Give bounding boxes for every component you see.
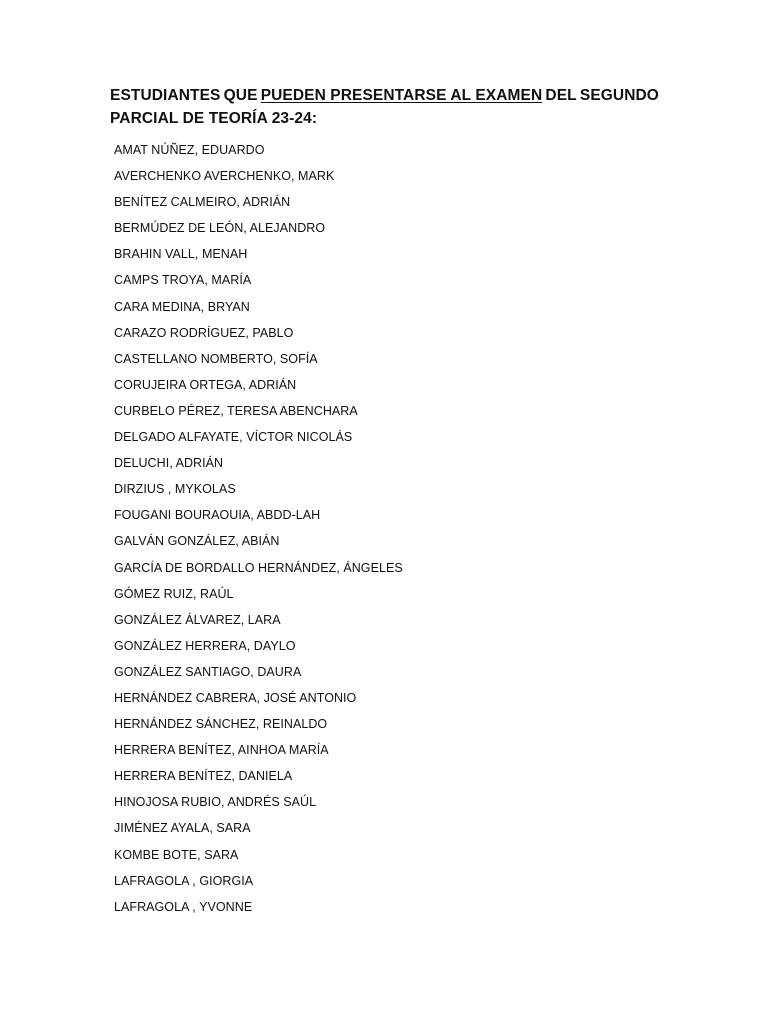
heading-line-2: PARCIAL DE TEORÍA 23-24: [110, 110, 318, 127]
student-name: CARAZO RODRÍGUEZ, PABLO [114, 325, 294, 340]
student-name: BENÍTEZ CALMEIRO, ADRIÁN [114, 195, 291, 210]
heading-word: ESTUDIANTES [110, 87, 221, 104]
document-heading [110, 84, 659, 130]
heading-word: DEL [545, 87, 577, 104]
student-list [114, 137, 403, 920]
student-name: DELUCHI, ADRIÁN [114, 456, 224, 471]
student-name: HERRERA BENÍTEZ, DANIELA [114, 769, 293, 784]
student-name: LAFRAGOLA , YVONNE [114, 899, 253, 914]
student-name: DELGADO ALFAYATE, VÍCTOR NICOLÁS [114, 430, 353, 445]
student-name: GARCÍA DE BORDALLO HERNÁNDEZ, ÁNGELES [114, 560, 403, 575]
student-name: HINOJOSA RUBIO, ANDRÉS SAÚL [114, 795, 317, 810]
student-name: JIMÉNEZ AYALA, SARA [114, 821, 251, 836]
student-name: AVERCHENKO AVERCHENKO, MARK [114, 169, 335, 184]
student-name: CARA MEDINA, BRYAN [114, 299, 250, 314]
student-name: LAFRAGOLA , GIORGIA [114, 873, 254, 888]
student-name: CASTELLANO NOMBERTO, SOFÍA [114, 351, 318, 366]
student-name: HERRERA BENÍTEZ, AINHOA MARÍA [114, 743, 329, 758]
student-name: BERMÚDEZ DE LEÓN, ALEJANDRO [114, 221, 326, 236]
student-name: GÓMEZ RUIZ, RAÚL [114, 586, 234, 601]
student-name: KOMBE BOTE, SARA [114, 847, 239, 862]
student-name: GONZÁLEZ SANTIAGO, DAURA [114, 664, 302, 679]
heading-word: SEGUNDO [579, 87, 659, 104]
student-name: CAMPS TROYA, MARÍA [114, 273, 252, 288]
student-name: FOUGANI BOURAOUIA, ABDD-LAH [114, 508, 321, 523]
heading-word: QUE [223, 87, 258, 104]
heading-line-1 [110, 84, 659, 107]
student-name: BRAHIN VALL, MENAH [114, 247, 248, 262]
student-name: HERNÁNDEZ CABRERA, JOSÉ ANTONIO [114, 690, 357, 705]
student-name: GONZÁLEZ HERRERA, DAYLO [114, 638, 296, 653]
student-name: GONZÁLEZ ÁLVAREZ, LARA [114, 612, 281, 627]
student-name: DIRZIUS , MYKOLAS [114, 482, 236, 497]
heading-underlined-phrase: PUEDEN PRESENTARSE AL EXAMEN [260, 87, 543, 104]
student-name: CORUJEIRA ORTEGA, ADRIÁN [114, 377, 297, 392]
student-name: HERNÁNDEZ SÁNCHEZ, REINALDO [114, 717, 328, 732]
student-name: AMAT NÚÑEZ, EDUARDO [114, 143, 265, 157]
student-name: CURBELO PÉREZ, TERESA ABENCHARA [114, 403, 358, 418]
student-name: GALVÁN GONZÁLEZ, ABIÁN [114, 534, 280, 549]
